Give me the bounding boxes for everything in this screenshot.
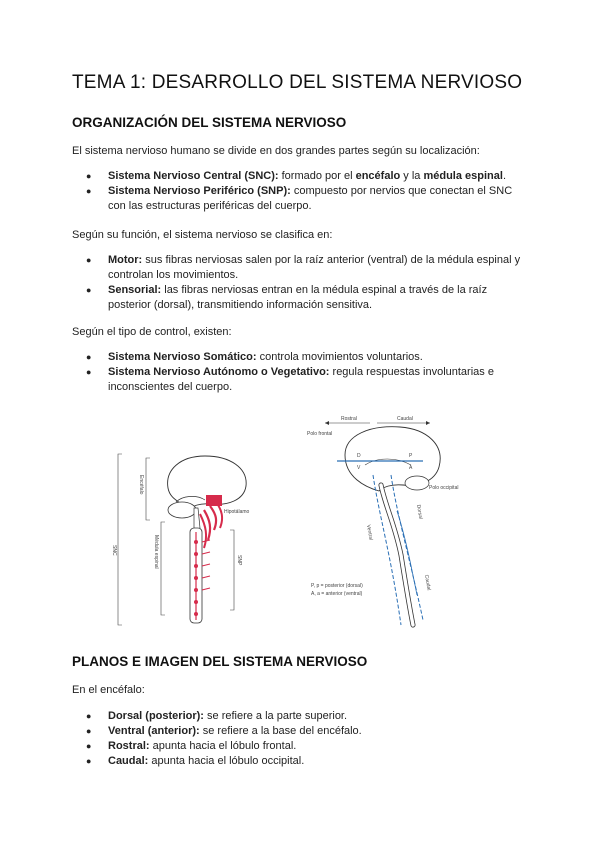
list-item-motor: ● Motor: sus fibras nerviosas salen por la raíz anterior (ventral) de la médula espinal y controlan los movimientos. bbox=[84, 253, 524, 283]
polo-frontal-label: Polo frontal bbox=[307, 431, 333, 437]
list-item-rostral: ● Rostral: apunta hacia el lóbulo frontal. bbox=[84, 739, 524, 754]
list-item-ventral: ● Ventral (anterior): se refiere a la base del encéfalo. bbox=[84, 724, 524, 739]
page-title: TEMA 1: DESARROLLO DEL SISTEMA NERVIOSO bbox=[72, 72, 523, 93]
dorsal-side-label: Dorsal bbox=[415, 504, 424, 520]
ganglion-dot bbox=[194, 564, 198, 568]
figure-organizacion-sn bbox=[110, 450, 275, 630]
ganglion-dot bbox=[194, 612, 198, 616]
intro-encefalo: En el encéfalo: bbox=[72, 684, 145, 696]
list-item-sensorial: ● Sensorial: las fibras nerviosas entran en la médula espinal a través de la raíz posterior (dorsal), transmitiendo información sensitiva. bbox=[84, 283, 524, 313]
label-d: D bbox=[357, 453, 361, 459]
caudal-arrowhead bbox=[426, 421, 430, 425]
ventral-side-label: Ventral bbox=[365, 524, 374, 541]
section-heading-organizacion: ORGANIZACIÓN DEL SISTEMA NERVIOSO bbox=[72, 115, 347, 130]
list-item-autonomo: ● Sistema Nervioso Autónomo o Vegetativo: regula respuestas involuntarias e inconscientes del cuerpo. bbox=[84, 365, 524, 395]
ganglion-dot bbox=[194, 540, 198, 544]
cerebellum bbox=[168, 502, 196, 518]
list-item-snp: ● Sistema Nervioso Periférico (SNP): compuesto por nervios que conectan el SNC con las estructuras periféricas del cuerpo. bbox=[84, 184, 524, 214]
caudal-label: Caudal bbox=[397, 416, 413, 422]
polo-occipital-label: Polo occipital bbox=[429, 485, 459, 491]
list-control bbox=[84, 350, 524, 395]
rostral-arrowhead bbox=[325, 421, 329, 425]
medula-label: Médula espinal bbox=[153, 535, 159, 569]
caudal-side-label: Caudal bbox=[423, 574, 432, 591]
label-p: P bbox=[409, 453, 413, 459]
intro-localizacion: El sistema nervioso humano se divide en dos grandes partes según su localización: bbox=[72, 145, 480, 157]
ventral-axis bbox=[373, 475, 401, 625]
legend-anterior: A, a = anterior (ventral) bbox=[311, 591, 363, 597]
list-item-dorsal: ● Dorsal (posterior): se refiere a la parte superior. bbox=[84, 709, 524, 724]
section-heading-planos: PLANOS E IMAGEN DEL SISTEMA NERVIOSO bbox=[72, 654, 368, 669]
label-a: A bbox=[409, 465, 413, 471]
legend-posterior: P, p = posterior (dorsal) bbox=[311, 583, 363, 589]
snp-label: SNP bbox=[236, 555, 242, 566]
list-item-somatico: ● Sistema Nervioso Somático: controla movimientos voluntarios. bbox=[84, 350, 524, 365]
snc-bracket bbox=[118, 454, 122, 625]
hipotalamo-region bbox=[206, 495, 222, 506]
intro-funcion: Según su función, el sistema nervioso se clasifica en: bbox=[72, 229, 333, 241]
list-localizacion bbox=[84, 169, 524, 214]
ganglion-dot bbox=[194, 552, 198, 556]
hipotalamo-label: Hipotálamo bbox=[224, 509, 250, 515]
cerebellum-right bbox=[405, 476, 429, 490]
list-planos bbox=[84, 709, 524, 769]
encefalo-bracket bbox=[146, 458, 150, 520]
label-v: V bbox=[357, 465, 361, 471]
medula-bracket bbox=[161, 522, 165, 615]
figure-planos-encefalo bbox=[305, 415, 459, 630]
intro-control: Según el tipo de control, existen: bbox=[72, 326, 232, 338]
list-item-snc: ● Sistema Nervioso Central (SNC): formado por el encéfalo y la médula espinal. bbox=[84, 169, 524, 184]
ganglion-dot bbox=[194, 576, 198, 580]
list-funcion bbox=[84, 253, 524, 313]
encefalo-label: Encéfalo bbox=[138, 475, 144, 495]
snp-bracket bbox=[230, 530, 234, 610]
rostral-label: Rostral bbox=[341, 416, 357, 422]
list-item-caudal: ● Caudal: apunta hacia el lóbulo occipital. bbox=[84, 754, 524, 769]
brainstem bbox=[194, 508, 200, 530]
snc-label: SNC bbox=[111, 545, 117, 556]
ganglion-dot bbox=[194, 600, 198, 604]
ganglion-dot bbox=[194, 588, 198, 592]
